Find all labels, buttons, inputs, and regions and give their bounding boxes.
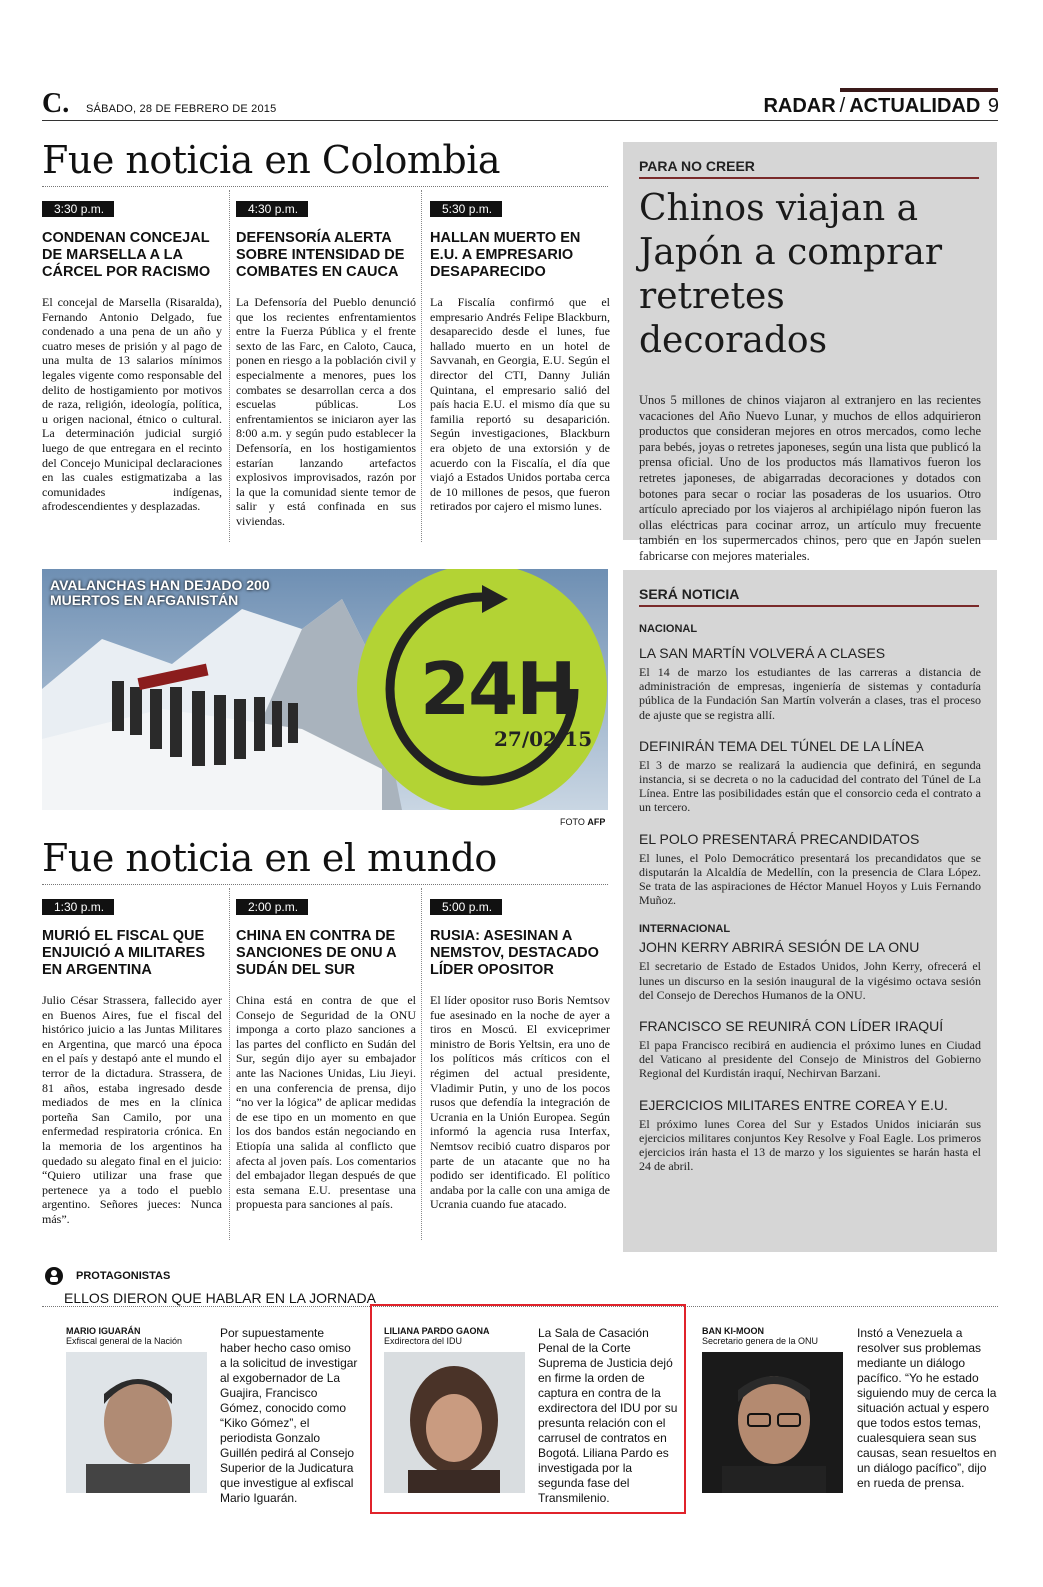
issue-date: SÁBADO, 28 DE FEBRERO DE 2015 [86,103,277,115]
sn-item [639,645,981,722]
sn-body: El próximo lunes Corea del Sur y Estados Unidos iniciarán sus ejercicios militares conjuntos Key Resolve y Foal Eagle. Los primeros ejercicios irán hasta el 13 de marzo y los siguientes se harán hasta el 24 de abril. [639,1116,981,1174]
para-no-creer-kicker: PARA NO CREER [639,158,755,174]
avatar [66,1352,207,1493]
column-divider [229,190,230,542]
mundo-story-1 [42,898,222,1227]
sn-body: El 3 de marzo se realizará la audiencia que definirá, en segunda instancia, si se decreta o no la caducidad del contrato del Túnel de La Línea. Entre las posibilidades están que el consorcio ceda el contrato a un tercero. [639,757,981,815]
sn-headline: EJERCICIOS MILITARES ENTRE COREA Y E.U. [639,1096,948,1113]
person-text: Por supuestamente haber hecho caso omiso a la solicitud de investigar al exgobernador de La Guajira, Francisco Gómez, conocido como “Kiko Gómez”, el periodista Gonzalo Guillén pedirá al Consejo Superior de la Judicatura que investigue al exfiscal Mario Iguarán. [220,1326,358,1505]
story-time: 2:00 p.m. [236,899,308,915]
credit-prefix: FOTO [560,817,585,827]
story-headline: CONDENAN CONCEJAL DE MARSELLA A LA CÁRCEL POR RACISMO [42,230,211,280]
protagonistas-label: PROTAGONISTAS [76,1270,171,1282]
story-headline: RUSIA: ASESINAN A NEMSTOV, DESTACADO LÍDER OPOSITOR [430,928,599,978]
colombia-section-title: Fue noticia en Colombia [42,138,501,182]
badge-date: 27/02/15 [494,727,593,751]
person-name: BAN KI-MOON [702,1326,764,1336]
internacional-label: INTERNACIONAL [639,923,731,936]
mundo-rule [42,884,608,885]
section-sub: ACTUALIDAD [849,95,981,117]
kicker-rule [639,177,979,179]
sn-headline: JOHN KERRY ABRIRÁ SESIÓN DE LA ONU [639,939,920,956]
story-headline: DEFENSORÍA ALERTA SOBRE INTENSIDAD DE COMBATES EN CAUCA [236,230,405,280]
person-name: MARIO IGUARÁN [66,1326,141,1336]
sn-item [639,738,981,815]
story-time: 5:00 p.m. [430,899,502,915]
column-divider [421,888,422,1240]
sn-body: El secretario de Estado de Estados Unidos, John Kerry, ofrecerá el lunes un discurso en la sesión inaugural de la vigésimo octava sesión del Consejo de Derechos Humanos de la ONU. [639,959,981,1002]
sera-noticia-box [623,570,997,1252]
header-rule [42,120,998,121]
person-name: LILIANA PARDO GAONA [384,1326,490,1336]
person-ban-ki-moon [702,1326,852,1346]
person-role: Exdirectora del IDU [384,1336,463,1346]
sn-item [639,939,981,1002]
column-divider [421,190,422,542]
sn-headline: FRANCISCO SE REUNIRÁ CON LÍDER IRAQUÍ [639,1018,944,1035]
story-headline: HALLAN MUERTO EN E.U. A EMPRESARIO DESAPARECIDO [430,230,581,280]
mundo-story-2 [236,898,416,1212]
sn-headline: LA SAN MARTÍN VOLVERÁ A CLASES [639,645,886,661]
sn-headline: EL POLO PRESENTARÁ PRECANDIDATOS [639,830,920,847]
story-body: El concejal de Marsella (Risaralda), Fernando Antonio Delgado, fue condenado a una pena de un año y cuatro meses de prisión y al pago de una multa de 13 salarios mínimos legales vigente como responsable del delito de hostigamiento por motivos de raza, religión, ideología, política, u origen nacional, étnico o cultural. La determinación judicial surgió luego de que entregara en el recinto del Concejo Municipal declaraciones en las cuales estigmatizaba a las comunidades indígenas, afrodescendientes y desplazadas. [42,295,222,514]
person-text: La Sala de Casación Penal de la Corte Suprema de Justicia dejó en firme la orden de captura en contra de la exdirectora del IDU por su presunta relación con el carrusel de contratos en Bogotá. Liliana Pardo es investigada por la segunda fase del Transmilenio. [538,1326,678,1505]
story-time: 1:30 p.m. [42,899,114,915]
person-mario-iguaran [66,1326,216,1346]
story-body: El líder opositor ruso Boris Nemtsov fue asesinado en la noche de ayer a tiros en Moscú. El exviceprimer ministro de Boris Yeltsin, era uno de los políticos más críticos con el régimen del actual presidente, Vladimir Putin, y uno de los pocos rusos que defendía la integración de Ucrania en la Unión Europea. Según informó la agencia rusa Interfax, Nemtsov recibió cuatro disparos por parte de un atacante que no ha podido ser identificado. El político andaba por la calle con una amiga de Ucrania cuando fue atacado. [430,993,610,1212]
sn-item [639,831,981,908]
colombia-story-2 [236,200,416,529]
protagonistas-subtitle: ELLOS DIERON QUE HABLAR EN LA JORNADA [64,1290,376,1306]
story-body: Julio César Strassera, fallecido ayer en Buenos Aires, fue el fiscal del histórico juicio a las Juntas Militares en Argentina, que marcó una época en el país y destapó ante el mundo el terror de la dictadura. Strassera, de 81 años, estaba ingresado desde mediados de mes en la clínica porteña San Camilo, por una enfermedad respiratoria crónica. En la memoria de los argentinos ha quedado su alegato final en el juicio: “Quiero utilizar una frase que pertenece ya a todo el pueblo argentino. Señores jueces: Nunca más”. [42,993,222,1226]
section-main: RADAR [763,95,836,117]
credit-source: AFP [587,817,606,827]
story-body: China está en contra de que el Consejo de Seguridad de la ONU imponga a corto plazo sanciones a las partes del conflicto en Sudán del Sur, según dijo ayer su embajador ante las Naciones Unidas, Liu Jieyi. en una conferencia de prensa, dijo “no ver la lógica” de aplicar medidas de ese tipo en un momento en que los dos bandos están negociando en Etiopía una salida al conflicto que afecta al joven país. Los comentarios del embajador llegan después de que esta semana E.U. presentase una propuesta para sanciones al país. [236,993,416,1212]
mundo-section-title: Fue noticia en el mundo [42,836,497,880]
person-text: Instó a Venezuela a resolver sus problemas mediante un diálogo pacífico. “Yo he estado siguiendo muy de cerca la situación actual y espero que todos estos temas, cualesquiera sean sus causas, sean resueltos en un diálogo pacífico”, dijo en rueda de prensa. [857,1326,997,1490]
colombia-story-3 [430,200,610,514]
column-divider [229,888,230,1240]
sn-item [639,1018,981,1081]
section-header [763,95,999,118]
story-headline: MURIÓ EL FISCAL QUE ENJUICIÓ A MILITARES EN ARGENTINA [42,928,205,978]
section-rule [840,88,998,92]
kicker-rule [639,605,979,607]
para-no-creer-title: Chinos viajan a Japón a comprar retretes decorados [639,188,943,361]
para-no-creer-body: Unos 5 millones de chinos viajaron al extranjero en las recientes vacaciones del Año Nuevo Lunar, y muchos de ellos adquirieron productos que consideran mejores en otros mercados, como leche para bebés, joyas o retretes japoneses, según una lista que publicó la prensa oficial. Uno de los productos más llamativos fueron los retretes japoneses, de abigarradas decoraciones y dotados con botones para secar o rociar las posaderas de los usuarios. Otro artículo apreciado por los viajeros al archipiélago nipón fueron las ollas eléctricas para cocinar arroz, un artículo muy frecuente también en los supermercados chinos, pero que en Japón suelen fabricarse con mejores materiales. [639,393,981,563]
sn-item [639,1097,981,1174]
photo-caption: AVALANCHAS HAN DEJADO 200 MUERTOS EN AFGANISTÁN [50,577,270,608]
para-no-creer-box [623,142,997,563]
sera-noticia-kicker: SERÁ NOTICIA [639,586,740,602]
colombia-story-1 [42,200,222,514]
sn-body: El 14 de marzo los estudiantes de las carreras a distancia de administración de empresas, ingeniería de sistemas y contaduría pública de la Fundación San Martín volverán a clases, tras el proceso de ajuste que se registra allí. [639,665,981,722]
sn-headline: DEFINIRÁN TEMA DEL TÚNEL DE LA LÍNEA [639,737,924,754]
person-icon [44,1266,64,1291]
section-separator: / [839,95,846,117]
sn-body: El lunes, el Polo Democrático presentará los precandidatos que se disputarán la Alcaldía de Medellín, con la presencia de Clara López. Se trata de las aspiraciones de Héctor Manuel Hoyos y Luis Fernando Muñoz. [639,850,981,908]
story-body: La Fiscalía confirmó que el empresario Andrés Felipe Blackburn, desaparecido desde el lunes, fue hallado muerto en un hotel de Savvanah, en Georgia, E.U. Según el director del CTI, Danny Julián Quintana, el empresario salió del país hacia E.U. el mismo día que su familia reportó su desaparición. Según investigaciones, Blackburn era objeto de una extorsión y de acuerdo con la Fiscalía, el día que viajó a Estados Unidos portaba cerca de 10 millones de pesos, que fueron retirados por cajero el mismo lunes. [430,295,610,514]
person-role: Secretario genera de la ONU [702,1336,819,1346]
newspaper-logo: C. [42,88,70,119]
story-headline: CHINA EN CONTRA DE SANCIONES DE ONU A SUDÁN DEL SUR [236,928,397,978]
nacional-label: NACIONAL [639,623,698,635]
avatar [702,1352,843,1493]
story-body: La Defensoría del Pueblo denunció que los recientes enfrentamientos entre la Fuerza Pública y el frente sexto de las Farc, en Caloto, Cauca, ponen en riesgo a la población civil y especialmente a menores, pues los combates se desarrollan cerca a dos escuelas públicas. Los enfrentamientos se iniciaron ayer las 8:00 a.m. y según pudo establecer la Defensoría, en los hostigamientos estarían lanzando artefactos explosivos improvisados, razón por la que la comunidad siente temor de salir y está confinada en sus viviendas. [236,295,416,528]
person-role: Exfiscal general de la Nación [66,1336,183,1346]
story-time: 5:30 p.m. [430,201,502,217]
sn-body: El papa Francisco recibirá en audiencia el próximo lunes en Ciudad del Vaticano al presidente del Consejo de Ministros del Gobierno Regional del Kurdistán iraquí, Nechirvan Barzani. [639,1038,981,1081]
page-number: 9 [987,95,999,117]
mundo-story-3 [430,898,610,1212]
badge-24h: 24H [420,647,575,731]
story-time: 4:30 p.m. [236,201,308,217]
colombia-rule [42,186,608,187]
story-time: 3:30 p.m. [42,201,114,217]
highlight-frame [370,1304,686,1514]
photo-credit [560,817,605,827]
